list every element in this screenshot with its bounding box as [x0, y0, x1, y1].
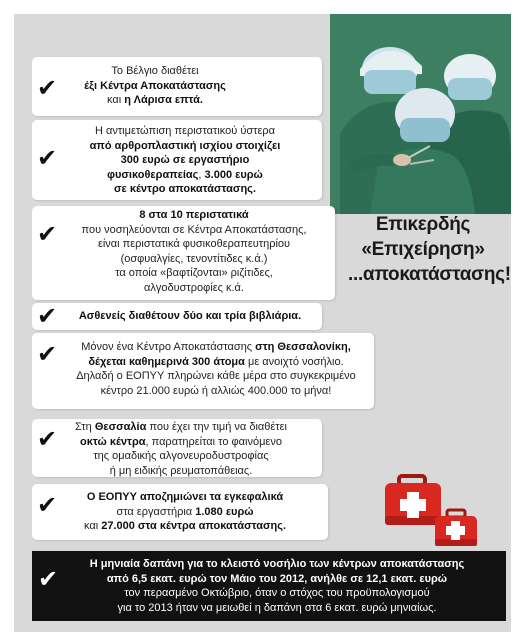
check-icon: ✔ — [37, 302, 58, 330]
item-2-text — [60, 124, 310, 197]
headline-line-2: «Επιχείρηση» — [361, 239, 485, 260]
item-6-line-1 — [60, 420, 302, 435]
summary-line-3: τον περασμένο Οκτώβριο, όταν ο στόχος του προϋπολογισμού — [124, 587, 430, 599]
check-icon: ✔ — [37, 491, 58, 519]
item-2-line-1: Η αντιμετώπιση περιστατικού ύστερα — [94, 125, 276, 137]
item-2-line-4a: φυσικοθεραπείας — [107, 168, 199, 181]
item-4-text — [60, 309, 320, 324]
item-3-line-6: αλγοδυστροφίες κ.ά. — [144, 281, 244, 294]
item-7-line-2 — [60, 505, 310, 520]
item-1-line-3b: η Λάρισα επτά. — [124, 94, 203, 106]
item-2-line-2 — [60, 139, 310, 154]
check-icon: ✔ — [37, 340, 58, 368]
item-6-text — [60, 420, 302, 478]
item-5-line-1 — [60, 340, 372, 355]
item-3-line-4: (οσφυαλγίες, τενοντίτιδες κ.ά.) — [120, 252, 268, 265]
item-1-line-3 — [60, 93, 250, 108]
item-5-line-2 — [60, 355, 372, 370]
item-5-line-1b: στη Θεσσαλονίκη, — [255, 341, 351, 353]
item-7-line-1 — [60, 490, 310, 505]
item-5-line-4: κέντρο 21.000 ευρώ ή αλλιώς 400.000 το μήνα! — [100, 384, 332, 397]
item-6-line-2a: οκτώ κέντρα — [80, 435, 146, 448]
first-aid-kit-icon — [385, 474, 503, 548]
summary-bar — [32, 551, 506, 621]
summary-line-2-bold: από 6,5 εκατ. ευρώ τον Μάιο του 2012, ανήλθε σε 12,1 εκατ. ευρώ — [106, 572, 448, 585]
item-7-line-3a: και — [83, 520, 102, 532]
item-5-text — [60, 340, 372, 398]
headline-line-3: ...αποκατάστασης! — [348, 264, 511, 285]
item-6-line-1a: Στη — [75, 421, 95, 433]
item-7-line-3b: 27.000 στα κέντρα αποκατάστασης. — [101, 520, 287, 532]
summary-line-1 — [50, 557, 504, 572]
headline — [348, 212, 511, 287]
item-1-line-3a: και — [107, 94, 125, 106]
check-icon: ✔ — [37, 220, 58, 248]
item-6-line-1c: που έχει την τιμή να διαθέτει — [146, 421, 287, 433]
item-7-text — [60, 490, 310, 534]
check-icon: ✔ — [37, 425, 58, 453]
item-2-line-4b: , — [198, 168, 205, 181]
item-5-line-3: Δηλαδή ο ΕΟΠΥΥ πληρώνει κάθε μέρα στο συγκεκριμένο — [76, 370, 356, 382]
item-5-line-1a: Μόνον ένα Κέντρο Αποκατάστασης — [81, 341, 256, 353]
item-6-line-1b: Θεσσαλία — [94, 421, 147, 433]
item-7-line-3 — [60, 519, 310, 534]
item-2-line-3-bold: 300 ευρώ σε εργαστήριο — [120, 154, 250, 166]
summary-line-2 — [50, 572, 504, 587]
item-2-line-5 — [60, 182, 310, 197]
item-2-line-5-bold: σε κέντρο αποκατάστασης. — [114, 183, 256, 195]
summary-text — [50, 557, 504, 615]
summary-line-4: για το 2013 ήταν να μειωθεί η δαπάνη στα 6 εκατ. ευρώ μηνιαίως. — [117, 601, 437, 614]
item-7-line-1-bold: Ο ΕΟΠΥΥ αποζημιώνει τα εγκεφαλικά — [86, 491, 284, 503]
item-3-line-2: που νοσηλεύονται σε Κέντρα Αποκατάστασης, — [81, 223, 307, 236]
item-3-line-3: είναι περιστατικά φυσικοθεραπευτηρίου — [97, 238, 291, 250]
item-1-line-2-bold: έξι Κέντρα Αποκατάστασης — [84, 79, 226, 92]
item-3-line-1-bold: 8 στα 10 περιστατικά — [139, 209, 249, 221]
item-3-text — [60, 208, 328, 295]
item-6-line-2 — [60, 435, 302, 450]
item-2-line-4 — [60, 168, 310, 183]
item-4-line-1-bold: Ασθενείς διαθέτουν δύο και τρία βιβλιάρια. — [78, 310, 302, 322]
surgeons-illustration — [330, 14, 511, 214]
item-1-line-1: Το Βέλγιο διαθέτει — [111, 65, 199, 77]
check-icon: ✔ — [37, 144, 58, 172]
item-6-line-2b: , παρατηρείται το φαινόμενο — [145, 435, 282, 448]
item-6-line-3: της ομαδικής αλγονευροδυστροφίας — [93, 450, 269, 462]
item-1-line-2 — [60, 79, 250, 94]
item-5-line-2a: δέχεται καθημερινά 300 άτομα — [88, 355, 245, 368]
item-1-text — [60, 64, 250, 108]
item-2-line-3 — [60, 153, 310, 168]
item-7-line-2a: στα εργαστήρια — [116, 505, 196, 518]
check-icon: ✔ — [38, 565, 59, 593]
headline-line-1: Επικερδής — [375, 214, 471, 235]
item-7-line-2b: 1.080 ευρώ — [195, 505, 254, 518]
item-6-line-4: ή μη ειδικής ρευματοπάθειας. — [109, 464, 253, 477]
item-2-line-4c: 3.000 ευρώ — [204, 168, 263, 181]
item-3-line-5: τα οποία «βαφτίζονται» ριζίτιδες, — [115, 267, 273, 279]
item-3-line-1 — [60, 208, 328, 223]
item-2-line-2-bold: από αρθροπλαστική ισχίου στοιχίζει — [89, 139, 281, 152]
summary-line-1-bold: Η μηνιαία δαπάνη για το κλειστό νοσήλιο των κέντρων αποκατάστασης — [89, 558, 465, 570]
check-icon: ✔ — [37, 74, 58, 102]
item-5-line-2b: με ανοιχτό νοσήλιο. — [244, 355, 344, 368]
item-4-line-1 — [60, 309, 320, 324]
